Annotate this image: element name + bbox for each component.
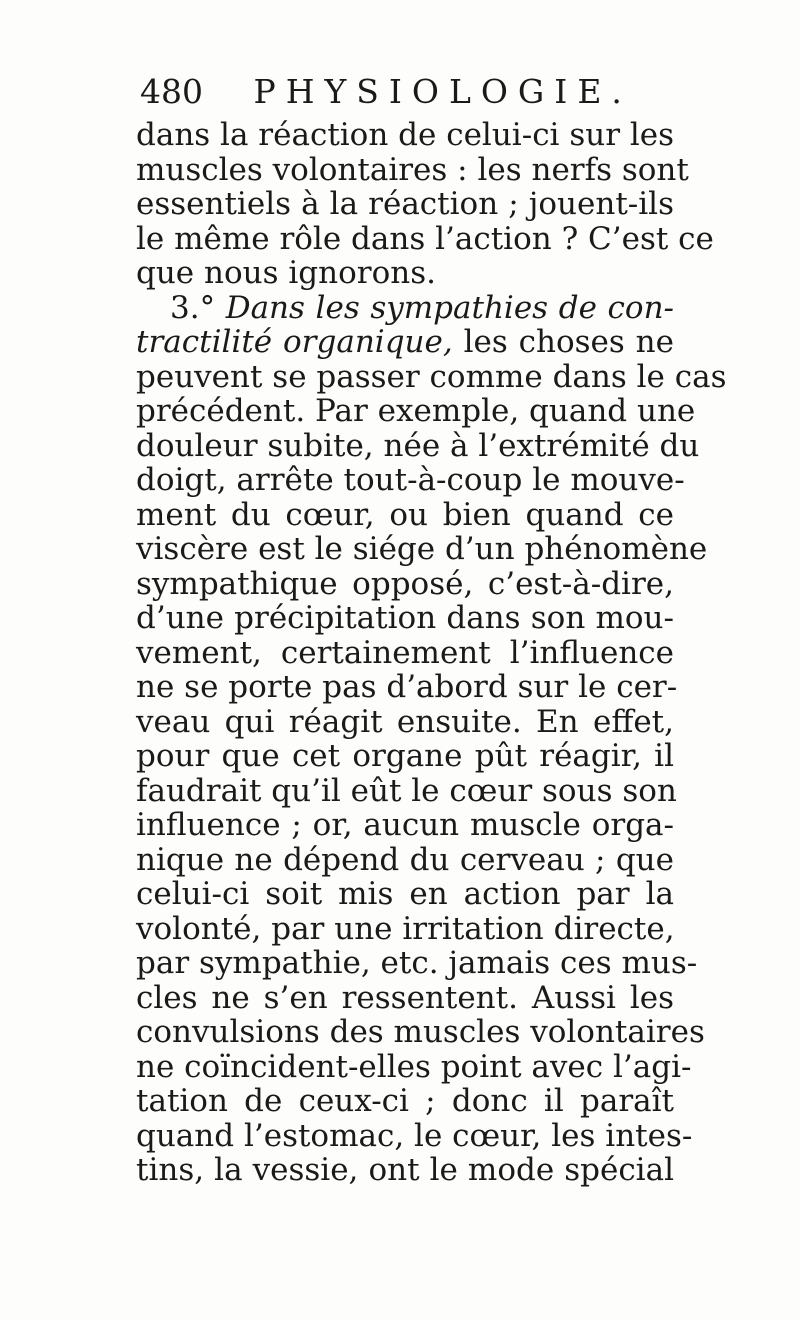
page-header (140, 72, 632, 112)
text-line: vement, certainement l’influence (136, 634, 674, 671)
text-line: le même rôle dans l’action ? C’est ce (136, 220, 714, 257)
body-text (136, 117, 727, 1188)
text-line: peuvent se passer comme dans le cas (136, 358, 727, 395)
text-line: pour que cet organe pût réagir, il (136, 738, 674, 774)
text-line: tation de ceux-ci ; donc il paraît (136, 1083, 674, 1119)
section-number: 3.° (170, 289, 226, 326)
text-line: quand l’estomac, le cœur, les intes- (136, 1117, 693, 1154)
text-line: celui-ci soit mis en action par la (136, 876, 674, 912)
text-line: veau qui réagit ensuite. En effet, (136, 703, 674, 740)
text-line (136, 325, 674, 360)
italic-phrase-continued: tractilité organique, (136, 324, 453, 360)
text-line: convulsions des muscles volontaires (136, 1014, 705, 1050)
text-line: par sympathie, etc. jamais ces mus- (136, 945, 698, 981)
text-line: volonté, par une irritation directe, (136, 910, 675, 947)
page-number: 480 (140, 72, 203, 111)
text-line: que nous ignorons. (136, 255, 436, 291)
text-line: ne se porte pas d’abord sur le cer- (136, 669, 678, 705)
text-line (136, 291, 674, 326)
text-line: influence ; or, aucun muscle orga- (136, 807, 674, 843)
text-line: viscère est le siége d’un phénomène (136, 531, 708, 567)
text-line: doigt, arrête tout-à-coup le mouve- (136, 462, 685, 498)
text-line: sympathique opposé, c’est-à-dire, (136, 565, 674, 602)
text-line: essentiels à la réaction ; jouent-ils (136, 186, 674, 222)
text-line: ment du cœur, ou bien quand ce (136, 496, 674, 533)
text-line: précédent. Par exemple, quand une (136, 393, 696, 429)
text-line: tins, la vessie, ont le mode spécial (136, 1152, 674, 1188)
text-line: nique ne dépend du cerveau ; que (136, 841, 674, 878)
text-line: dans la réaction de celui-ci sur les (136, 117, 675, 153)
italic-phrase: Dans les sympathies de con- (225, 289, 675, 326)
text-line: faudrait qu’il eût le cœur sous son (136, 772, 677, 809)
text-line: cles ne s’en ressentent. Aussi les (136, 979, 674, 1016)
text-line: d’une précipitation dans son mou- (136, 600, 674, 636)
text-line: douleur subite, née à l’extrémité du (136, 427, 700, 464)
text-line: muscles volontaires : les nerfs sont (136, 151, 689, 188)
running-title: PHYSIOLOGIE. (253, 72, 632, 111)
line-remainder: les choses ne (452, 324, 674, 360)
text-line: ne coïncident-elles point avec l’agi- (136, 1048, 692, 1085)
